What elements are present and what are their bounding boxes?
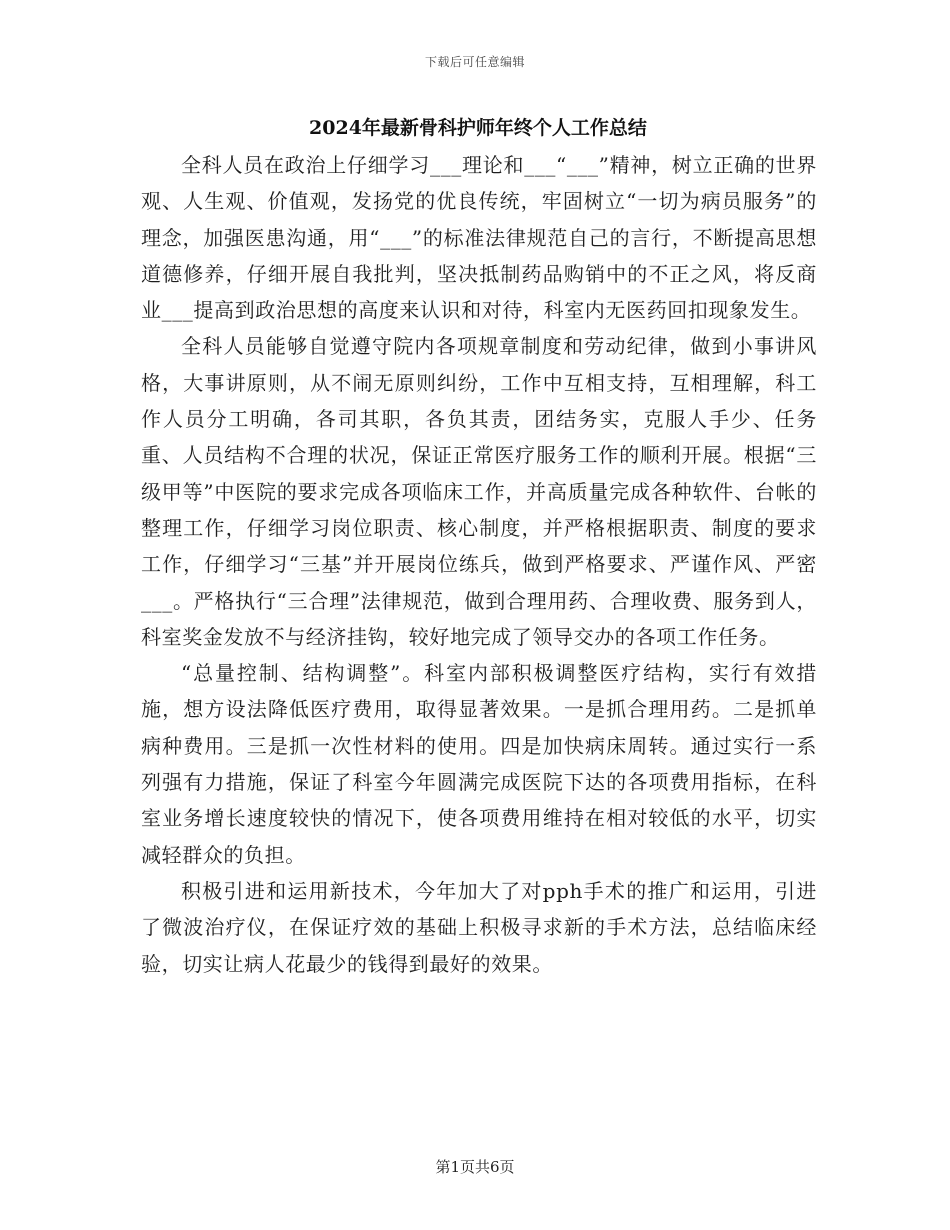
document-body <box>141 147 817 982</box>
paragraph-4: 积极引进和运用新技术，今年加大了对pph手术的推广和运用，引进了微波治疗仪，在保证疗效的基础上积极寻求新的手术方法，总结临床经验，切实让病人花最少的钱得到最好的效果。 <box>141 878 817 976</box>
paragraph-2: 全科人员能够自觉遵守院内各项规章制度和劳动纪律，做到小事讲风格，大事讲原则，从不闹无原则纠纷，工作中互相支持，互相理解，科工作人员分工明确，各司其职，各负其责，团结务实，克服人手少、任务重、人员结构不合理的状况，保证正常医疗服务工作的顺利开展。根据“三级甲等”中医院的要求完成各项临床工作，并高质量完成各种软件、台帐的整理工作，仔细学习岗位职责、核心制度，并严格根据职责、制度的要求工作，仔细学习“三基”并开展岗位练兵，做到严格要求、严谨作风、严密___。严格执行“三合理”法律规范，做到合理用药、合理收费、服务到人，科室奖金发放不与经济挂钩，较好地完成了领导交办的各项工作任务。 <box>141 334 817 649</box>
paragraph-1: 全科人员在政治上仔细学习___理论和___“___”精神，树立正确的世界观、人生观、价值观，发扬党的优良传统，牢固树立“一切为病员服务”的理念，加强医患沟通，用“___”的标准法律规范自己的言行，不断提高思想道德修养，仔细开展自我批判，坚决抵制药品购销中的不正之风，将反商业___提高到政治思想的高度来认识和对待，科室内无医药回扣现象发生。 <box>141 153 817 323</box>
header-note: 下载后可任意编辑 <box>424 55 525 69</box>
document-title: 2024年最新骨科护师年终个人工作总结 <box>309 117 647 139</box>
paragraph-3: “总量控制、结构调整”。科室内部积极调整医疗结构，实行有效措施，想方设法降低医疗费用，取得显著效果。一是抓合理用药。二是抓单病种费用。三是抓一次性材料的使用。四是加快病床周转。通过实行一系列强有力措施，保证了科室今年圆满完成医院下达的各项费用指标，在科室业务增长速度较快的情况下，使各项费用维持在相对较低的水平，切实减轻群众的负担。 <box>141 661 817 867</box>
page-number-footer: 第1页共6页 <box>435 1158 515 1176</box>
